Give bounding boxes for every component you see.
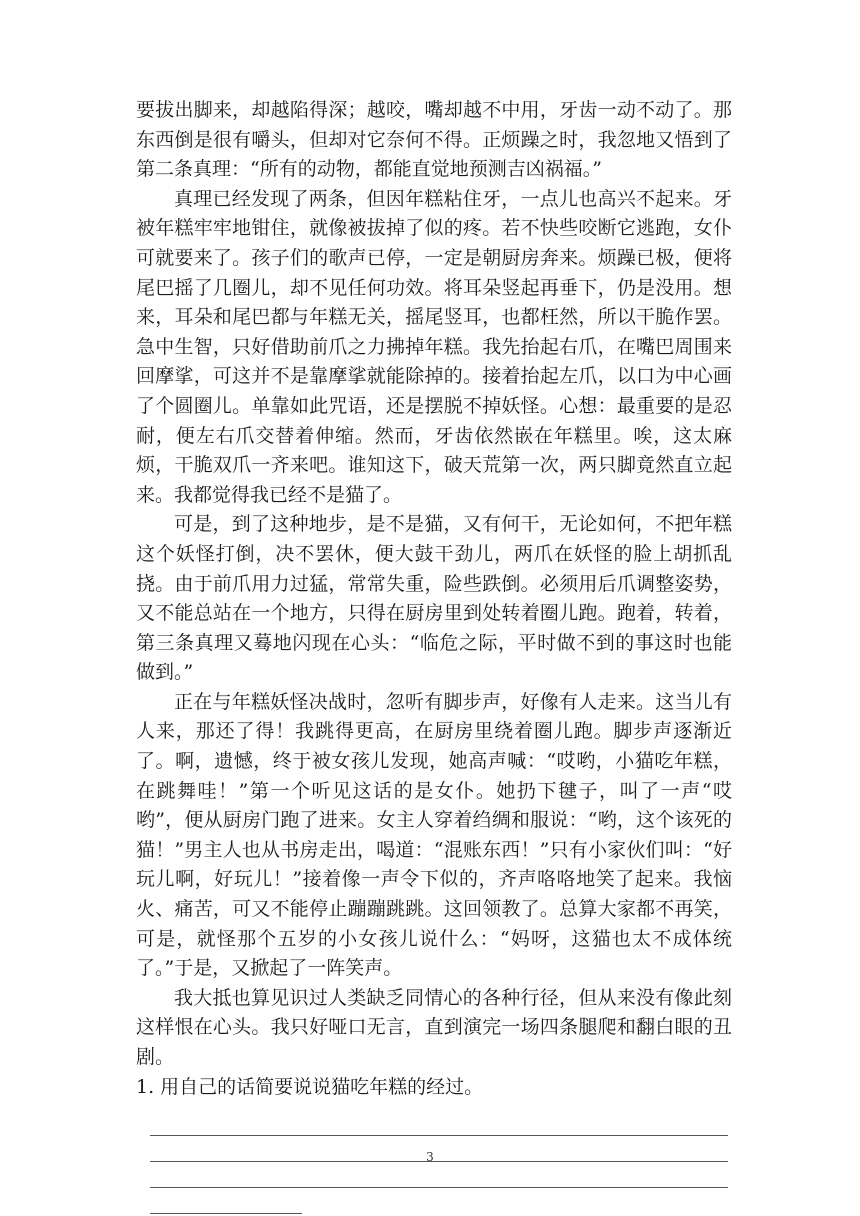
paragraph: 可是，到了这种地步，是不是猫，又有何干，无论如何，不把年糕这个妖怪打倒，决不罢休，便大鼓干劲儿，两爪在妖怪的脸上胡抓乱挠。由于前爪用力过猛，常常失重，险些跌倒。必须用后爪调整姿势，又不能总站在一个地方，只得在厨房里到处转着圈儿跑。跑着，转着，第三条真理又蓦地闪现在心头：“临危之际，平时做不到的事这时也能做到。” — [136, 513, 732, 684]
paragraph-continuation: 要拔出脚来，却越陷得深；越咬，嘴却越不中用，牙齿一动不动了。那东西倒是很有嚼头，但却对它奈何不得。正烦躁之时，我忽地又悟到了第二条真理：“所有的动物，都能直觉地预测吉凶祸福。” — [136, 99, 732, 181]
page-number: 3 — [426, 1150, 434, 1164]
paragraph: 正在与年糕妖怪决战时，忽听有脚步声，好像有人走来。这当儿有人来，那还了得！我跳得更高，在厨房里绕着圈儿跑。脚步声逐渐近了。啊，遗憾，终于被女孩儿发现，她高声喊：“哎哟，小猫吃年糕，在跳舞哇！”第一个听见这话的是女仆。她扔下毽子，叫了一声“哎哟”，便从厨房门跑了进来。女主人穿着绉绸和服说：“哟，这个该死的猫！”男主人也从书房走出，喝道：“混账东西！”只有小家伙们叫：“好玩儿啊，好玩儿！”接着像一声令下似的，齐声咯咯地笑了起来。我恼火、痛苦，可又不能停止蹦蹦跳跳。这回领教了。总算大家都不再笑，可是，就怪那个五岁的小女孩儿说什么：“妈呀，这猫也太不成体统了。”于是，又掀起了一阵笑声。 — [136, 690, 732, 980]
question-1: 1. 用自己的话简要说说猫吃年糕的经过。 — [136, 1075, 484, 1098]
answer-line[interactable] — [150, 1188, 302, 1214]
paragraph: 真理已经发现了两条，但因年糕粘住牙，一点儿也高兴不起来。牙被年糕牢牢地钳住，就像被拔掉了似的疼。若不快些咬断它逃跑，女仆可就要来了。孩子们的歌声已停，一定是朝厨房奔来。烦躁已极，便将尾巴摇了几圈儿，却不见任何功效。将耳朵竖起再垂下，仍是没用。想来，耳朵和尾巴都与年糕无关，摇尾竖耳，也都枉然，所以干脆作罢。急中生智，只好借助前爪之力拂掉年糕。我先抬起右爪，在嘴巴周围来回摩挲，可这并不是靠摩挲就能除掉的。接着抬起左爪，以口为中心画了个圆圈儿。单靠如此咒语，还是摆脱不掉妖怪。心想：最重要的是忍耐，便左右爪交替着伸缩。然而，牙齿依然嵌在年糕里。唉，这太麻烦，干脆双爪一齐来吧。谁知这下，破天荒第一次，两只脚竟然直立起来。我都觉得我已经不是猫了。 — [136, 187, 732, 506]
paragraph: 我大抵也算见识过人类缺乏同情心的各种行径，但从来没有像此刻这样恨在心头。我只好哑口无言，直到演完一场四条腿爬和翻白眼的丑剧。 — [136, 986, 732, 1068]
document-body — [136, 96, 732, 1214]
answer-line[interactable] — [150, 1162, 728, 1188]
answer-line[interactable] — [150, 1110, 728, 1136]
